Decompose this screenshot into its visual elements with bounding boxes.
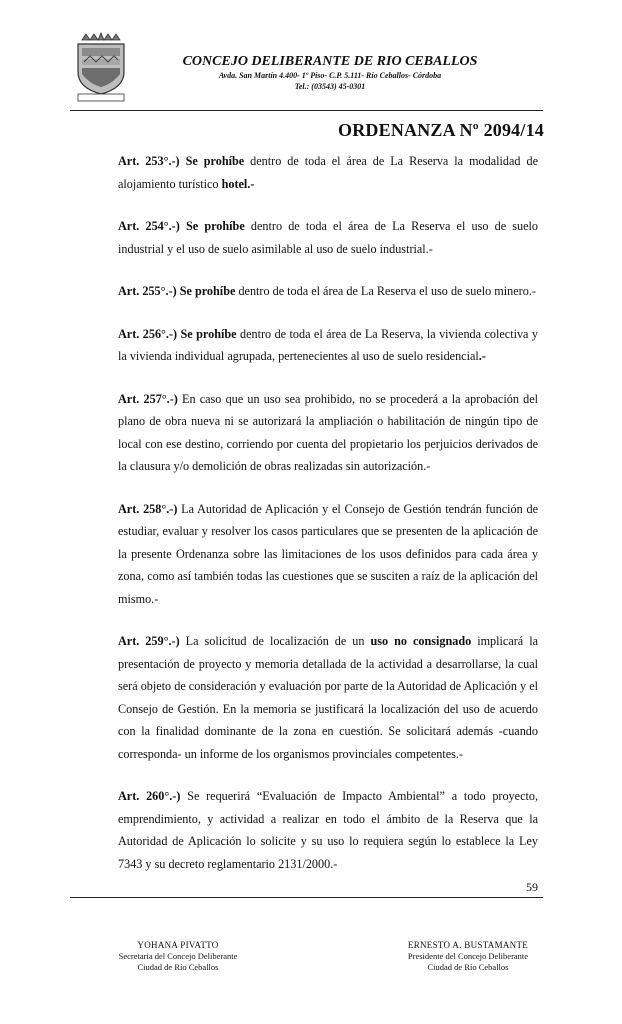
- article-257: Art. 257°.-) En caso que un uso sea prohibido, no se procederá a la aprobación del plano de obra nueva ni se autorizará la ampliación o habilitación de ningún tipo de local con ese destino, corriendo por cuenta del propietario los perjuicios derivados de la clausura y/o demolición de obras realizadas sin autorización.-: [118, 391, 538, 473]
- municipal-seal: [72, 32, 130, 102]
- header-divider: [70, 110, 543, 111]
- article-256: Art. 256°.-) Se prohíbe dentro de toda el área de La Reserva, la vivienda colectiva y la vivienda individual agrupada, pertenecientes al uso de suelo residencial.-: [118, 326, 538, 363]
- council-address: Avda. San Martín 4.400- 1º Piso- C.P. 5.111- Río Ceballos- Córdoba: [218, 71, 442, 80]
- article-259: Art. 259°.-) La solicitud de localización de un uso no consignado implicará la presentación de proyecto y memoria detallada de la actividad a desarrollarse, la cual será objeto de consideración y evaluación por parte de la Autoridad de Aplicación y el Consejo de Gestión. En la memoria se justificará la localización del uso de acuerdo con la finalidad dominante de la zona en cuestión. Se solicitará además -cuando corresponda- un informe de los organismos provinciales competentes.-: [118, 634, 538, 761]
- signatory-name: YOHANA PIVATTO: [137, 940, 219, 950]
- ordinance-title: ORDENANZA Nº 2094/14: [338, 120, 544, 140]
- page-number: 59: [526, 880, 538, 894]
- article-253: Art. 253°.-) Se prohíbe dentro de toda el área de La Reserva la modalidad de alojamiento turístico hotel.-: [118, 154, 538, 191]
- council-name: CONCEJO DELIBERANTE DE RIO CEBALLOS: [182, 54, 478, 69]
- article-258: Art. 258°.-) La Autoridad de Aplicación y el Consejo de Gestión tendrán función de estudiar, evaluar y resolver los casos particulares que se presenten de la aplicación de la presente Ordenanza sobre las limitaciones de los usos definidos para cada área y zona, como así también todas las cuestiones que se susciten a raíz de la aplicación del mismo.-: [118, 501, 538, 606]
- council-phone: Tel.: (03543) 45-0301: [294, 82, 366, 91]
- signatory-place: Ciudad de Río Ceballos: [427, 962, 509, 972]
- signatory-role: Presidente del Concejo Deliberante: [407, 951, 529, 961]
- letterhead: [150, 54, 510, 92]
- signatory-role: Secretaria del Concejo Deliberante: [118, 951, 238, 961]
- article-254: Art. 254°.-) Se prohíbe dentro de toda el área de La Reserva el uso de suelo industrial y el uso de suelo asimilable al uso de suelo industrial.-: [118, 219, 538, 256]
- signature-president: [378, 940, 558, 973]
- signature-secretary: [88, 940, 268, 973]
- signatory-name: ERNESTO A. BUSTAMANTE: [407, 940, 529, 950]
- article-255: Art. 255°.-) Se prohíbe dentro de toda el área de La Reserva el uso de suelo minero.-: [118, 284, 536, 298]
- footer-divider: [70, 897, 543, 898]
- article-260: Art. 260°.-) Se requerirá “Evaluación de Impacto Ambiental” a todo proyecto, emprendimiento, y actividad a realizar en todo el ámbito de la Reserva que la Autoridad de Aplicación lo solicite y su uso lo requiera según lo establece la Ley 7343 y su decreto reglamentario 2131/2000.-: [118, 789, 538, 871]
- document-body: [118, 150, 538, 895]
- signatory-place: Ciudad de Río Ceballos: [137, 962, 219, 972]
